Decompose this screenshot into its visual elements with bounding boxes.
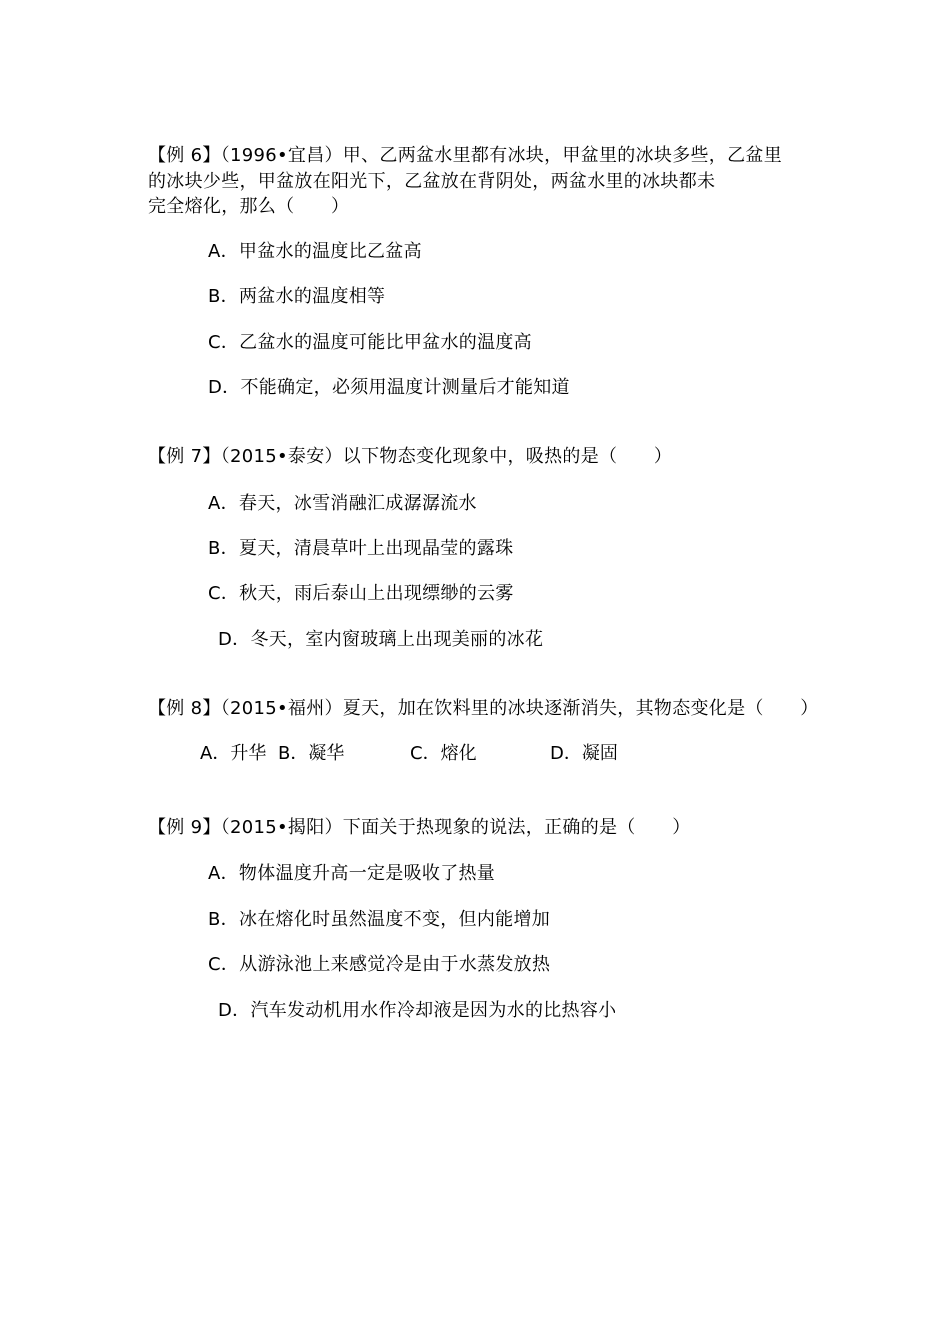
question-8-option-c: C．熔化 [410,743,477,764]
question-8-options-row [200,741,660,767]
question-7-option-d: D．冬天，室内窗玻璃上出现美丽的冰花 [218,629,544,650]
question-8-option-d: D．凝固 [550,743,618,764]
question-9-option-d: D．汽车发动机用水作冷却液是因为水的比热容小 [218,1000,617,1021]
question-8-stem-line-1: 【例 8】（2015•福州）夏天，加在饮料里的冰块逐渐消失，其物态变化是（ ） [148,698,819,719]
question-8-option-a: A．升华 [200,743,267,764]
question-7-option-a: A．春天，冰雪消融汇成潺潺流水 [208,493,477,514]
question-9-stem-line-1: 【例 9】（2015•揭阳）下面关于热现象的说法，正确的是（ ） [148,817,691,838]
question-6-stem-line-2: 的冰块少些，甲盆放在阳光下，乙盆放在背阴处，两盆水里的冰块都未 [148,171,716,192]
question-6-stem-line-3: 完全熔化，那么（ ） [148,196,350,217]
question-7-option-b: B．夏天，清晨草叶上出现晶莹的露珠 [208,538,514,559]
question-6-option-b: B．两盆水的温度相等 [208,286,386,307]
question-8-option-b: B．凝华 [278,743,345,764]
question-6-stem-line-1: 【例 6】（1996•宜昌）甲、乙两盆水里都有冰块，甲盆里的冰块多些，乙盆里 [148,145,782,166]
question-9-option-c: C．从游泳池上来感觉冷是由于水蒸发放热 [208,954,551,975]
question-9-option-b: B．冰在熔化时虽然温度不变，但内能增加 [208,909,551,930]
question-7-option-c: C．秋天，雨后泰山上出现缥缈的云雾 [208,583,514,604]
question-6-option-d: D．不能确定，必须用温度计测量后才能知道 [208,377,570,398]
question-9-option-a: A．物体温度升高一定是吸收了热量 [208,863,496,884]
question-7-stem-line-1: 【例 7】（2015•泰安）以下物态变化现象中，吸热的是（ ） [148,446,673,467]
question-6-option-a: A．甲盆水的温度比乙盆高 [208,241,422,262]
question-6-option-c: C．乙盆水的温度可能比甲盆水的温度高 [208,332,532,353]
